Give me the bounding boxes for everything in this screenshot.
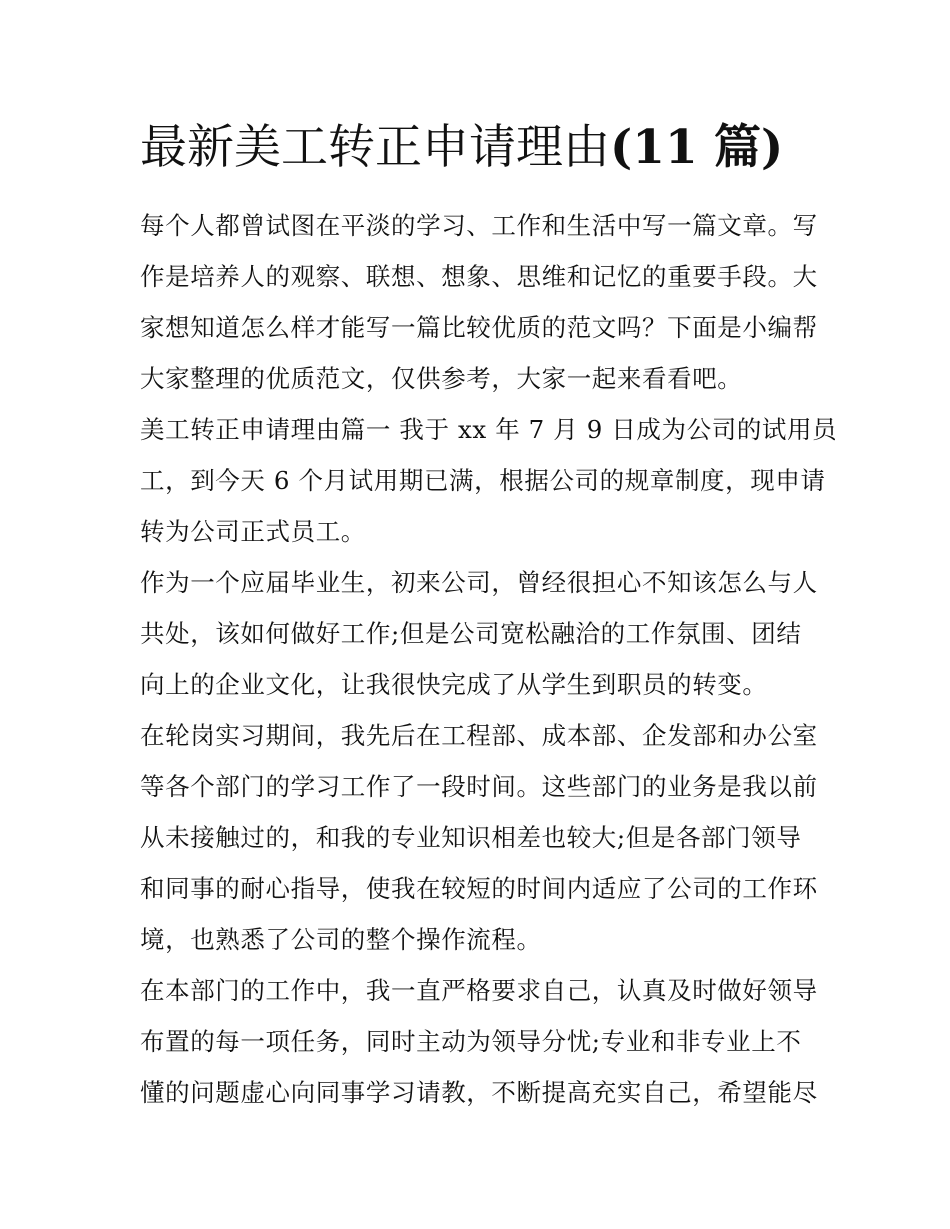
text-line: 作为一个应届毕业生，初来公司，曾经很担心不知该怎么与人 <box>140 568 818 597</box>
document-body <box>140 200 838 1118</box>
title-count-text: (11 篇) <box>610 120 784 175</box>
paragraph-new-graduate <box>140 557 818 710</box>
text-line: 在本部门的工作中，我一直严格要求自己，认真及时做好领导 <box>140 976 818 1005</box>
text-line: 工，到今天 6 个月试用期已满，根据公司的规章制度，现申请 <box>140 466 826 495</box>
text-line: 向上的企业文化，让我很快完成了从学生到职员的转变。 <box>140 670 768 699</box>
text-line: 家想知道怎么样才能写一篇比较优质的范文吗？下面是小编帮 <box>140 313 818 342</box>
text-line: 美工转正申请理由篇一 我于 xx 年 7 月 9 日成为公司的试用员 <box>140 415 838 444</box>
text-line: 从未接触过的，和我的专业知识相差也较大;但是各部门领导 <box>140 823 802 852</box>
paragraph-department-work <box>140 965 818 1118</box>
text-line: 大家整理的优质范文，仅供参考，大家一起来看看吧。 <box>140 364 743 393</box>
text-line: 境，也熟悉了公司的整个操作流程。 <box>140 925 542 954</box>
title-main-text: 最新美工转正申请理由 <box>140 120 610 175</box>
text-line: 作是培养人的观察、联想、想象、思维和记忆的重要手段。大 <box>140 262 818 291</box>
text-line: 等各个部门的学习工作了一段时间。这些部门的业务是我以前 <box>140 772 818 801</box>
paragraph-article-one-opening <box>140 404 838 557</box>
paragraph-rotation-internship <box>140 710 818 965</box>
text-line: 转为公司正式员工。 <box>140 517 366 546</box>
text-line: 每个人都曾试图在平淡的学习、工作和生活中写一篇文章。写 <box>140 211 818 240</box>
text-line: 布置的每一项任务，同时主动为领导分忧;专业和非专业上不 <box>140 1027 802 1056</box>
text-line: 共处，该如何做好工作;但是公司宽松融洽的工作氛围、团结 <box>140 619 802 648</box>
paragraph-intro <box>140 200 818 404</box>
text-line: 和同事的耐心指导，使我在较短的时间内适应了公司的工作环 <box>140 874 818 903</box>
text-line: 在轮岗实习期间，我先后在工程部、成本部、企发部和办公室 <box>140 721 818 750</box>
text-line: 懂的问题虚心向同事学习请教，不断提高充实自己，希望能尽 <box>140 1078 818 1107</box>
document-title <box>140 118 820 178</box>
